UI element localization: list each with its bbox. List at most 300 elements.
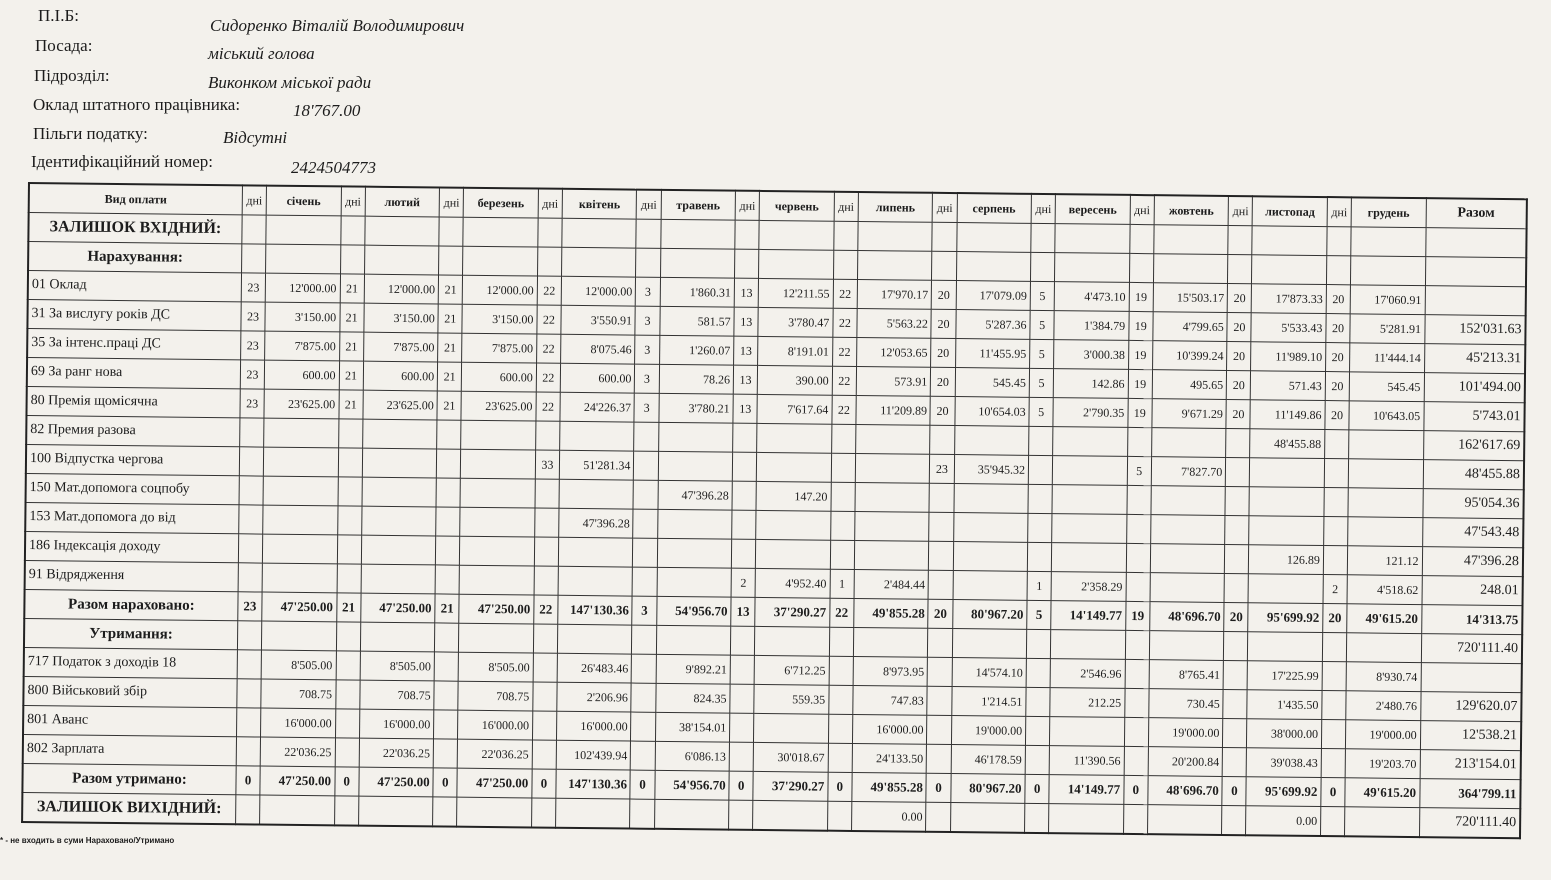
header-cell-month-9: вересень [1055, 194, 1130, 224]
cell-amount [950, 803, 1025, 833]
cell-amount [756, 539, 831, 569]
cell-amount [361, 506, 436, 536]
cell-amount: 11'455.95 [955, 339, 1030, 369]
id-label: Ідентифікаційний номер: [31, 152, 214, 171]
cell-amount [460, 478, 535, 508]
cell-amount: 573.91 [856, 366, 931, 396]
cell-amount [1149, 631, 1224, 661]
cell-days [534, 566, 558, 595]
cell-days [633, 509, 657, 538]
cell-days: 19 [1129, 311, 1153, 340]
cell-amount: 22'036.25 [260, 737, 335, 767]
cell-days [336, 651, 360, 680]
cell-days: 2 [1323, 575, 1347, 604]
cell-amount [858, 221, 933, 251]
cell-amount: 16'000.00 [261, 708, 336, 738]
cell-days [831, 453, 855, 482]
cell-amount [657, 538, 732, 568]
cell-days: 0 [828, 772, 852, 801]
cell-days [929, 541, 953, 570]
cell-amount: 23'625.00 [264, 389, 339, 419]
cell-amount: 47'250.00 [262, 592, 337, 622]
payroll-table [21, 182, 1528, 839]
cell-amount [1348, 488, 1423, 518]
cell-days [1222, 805, 1246, 835]
cell-amount [364, 245, 439, 275]
row-label: 717 Податок з доходів 18 [24, 647, 238, 678]
cell-days [1125, 659, 1149, 688]
cell-days [636, 248, 660, 277]
cell-amount: 39'038.43 [1247, 748, 1322, 778]
cell-amount: 10'399.24 [1152, 341, 1227, 371]
cell-amount: 3'780.21 [659, 393, 734, 423]
cell-amount: 559.35 [754, 684, 829, 714]
cell-amount [560, 421, 635, 451]
cell-total: 48'455.88 [1423, 460, 1524, 490]
cell-amount: 51'281.34 [559, 450, 634, 480]
cell-amount [1252, 255, 1327, 285]
cell-amount: 212.25 [1050, 688, 1125, 718]
cell-days [336, 622, 360, 651]
cell-amount: 14'149.77 [1051, 601, 1126, 631]
cell-amount [358, 796, 433, 826]
cell-days [1228, 254, 1252, 283]
cell-days [928, 628, 952, 657]
header-cell-type: Вид оплати [29, 183, 243, 215]
position-value: міський голова [208, 44, 315, 63]
cell-days: 5 [1030, 281, 1054, 310]
row-label: 800 Військовий збір [23, 676, 237, 707]
cell-amount: 600.00 [462, 362, 537, 392]
cell-days: 21 [340, 274, 364, 303]
header-cell-days: дні [1031, 194, 1055, 224]
cell-days [732, 481, 756, 510]
cell-days [932, 222, 956, 251]
cell-days: 21 [339, 361, 363, 390]
cell-amount [1348, 517, 1423, 547]
cell-amount [463, 217, 538, 247]
cell-days [538, 218, 562, 247]
cell-total: 14'313.75 [1421, 605, 1522, 635]
cell-days [1028, 484, 1052, 513]
cell-amount: 2'546.96 [1050, 659, 1125, 689]
cell-amount [1150, 544, 1225, 574]
cell-days [1026, 716, 1050, 745]
cell-amount [459, 565, 534, 595]
cell-days [1124, 688, 1148, 717]
cell-amount: 47'396.28 [559, 508, 634, 538]
cell-amount [1351, 256, 1426, 286]
name-label: П.І.Б: [38, 6, 79, 25]
cell-days [335, 709, 359, 738]
cell-days [829, 656, 853, 685]
cell-days [531, 798, 555, 828]
cell-days [241, 244, 265, 273]
cell-days: 0 [1025, 774, 1049, 803]
cell-amount [953, 571, 1028, 601]
cell-amount: 12'053.65 [856, 337, 931, 367]
cell-amount: 147.20 [756, 481, 831, 511]
cell-amount: 8'505.00 [261, 650, 336, 680]
cell-amount: 47'250.00 [359, 767, 434, 797]
cell-days: 21 [336, 593, 360, 622]
cell-days [335, 738, 359, 767]
cell-amount [1351, 227, 1426, 257]
cell-days [632, 654, 656, 683]
cell-amount [753, 800, 828, 830]
cell-days: 20 [1227, 370, 1251, 399]
cell-days [929, 512, 953, 541]
cell-days: 21 [438, 275, 462, 304]
cell-days: 20 [928, 599, 952, 628]
cell-amount: 747.83 [853, 685, 928, 715]
cell-amount: 8'191.01 [758, 336, 833, 366]
cell-amount: 3'150.00 [364, 303, 439, 333]
cell-days [634, 451, 658, 480]
cell-days [340, 245, 364, 274]
cell-amount: 26'483.46 [557, 653, 632, 683]
cell-days: 0 [1321, 778, 1345, 807]
cell-amount: 49'855.28 [854, 598, 929, 628]
cell-amount [855, 453, 930, 483]
cell-amount [1049, 804, 1124, 834]
cell-amount: 730.45 [1149, 689, 1224, 719]
cell-days [1129, 253, 1153, 282]
cell-days [827, 801, 851, 831]
cell-amount: 147'130.36 [556, 769, 631, 799]
cell-amount [1249, 574, 1324, 604]
header-cell-month-10: жовтень [1154, 195, 1229, 225]
cell-days: 5 [1030, 339, 1054, 368]
cell-total: 45'213.31 [1424, 344, 1525, 374]
cell-amount: 1'214.51 [951, 687, 1026, 717]
cell-days [735, 249, 759, 278]
cell-amount [362, 419, 437, 449]
header-cell-days: дні [1228, 196, 1252, 226]
cell-days [1321, 720, 1345, 749]
cell-amount [1052, 514, 1127, 544]
cell-days: 20 [1227, 341, 1251, 370]
cell-days: 33 [535, 450, 559, 479]
cell-amount [658, 451, 733, 481]
cell-amount: 35'945.32 [954, 455, 1029, 485]
cell-days: 13 [733, 394, 757, 423]
header-cell-days: дні [735, 191, 759, 221]
cell-days [1226, 428, 1250, 457]
cell-amount: 24'226.37 [560, 392, 635, 422]
cell-days: 0 [926, 773, 950, 802]
cell-days: 22 [534, 595, 558, 624]
cell-days [927, 686, 951, 715]
cell-days [337, 564, 361, 593]
cell-amount: 17'970.17 [857, 279, 932, 309]
cell-days: 23 [240, 389, 264, 418]
cell-amount: 15'503.17 [1153, 283, 1228, 313]
position-label: Посада: [35, 36, 93, 55]
cell-amount [1345, 807, 1420, 837]
cell-days: 0 [1124, 775, 1148, 804]
cell-days [242, 215, 266, 244]
cell-days: 21 [438, 333, 462, 362]
cell-days [237, 650, 261, 679]
cell-days [1224, 573, 1248, 602]
cell-days: 23 [238, 592, 262, 621]
cell-days [235, 795, 259, 825]
cell-amount: 17'060.91 [1350, 285, 1425, 315]
cell-days [732, 452, 756, 481]
employee-header [0, 0, 1551, 185]
cell-amount: 80'967.20 [952, 600, 1027, 630]
row-label: 69 За ранг нова [27, 358, 241, 389]
cell-days: 19 [1128, 398, 1152, 427]
cell-days [632, 625, 656, 654]
cell-amount: 3'550.91 [561, 305, 636, 335]
cell-amount [1055, 224, 1130, 254]
cell-amount: 19'000.00 [1148, 718, 1223, 748]
cell-days [435, 565, 459, 594]
cell-days: 21 [437, 362, 461, 391]
cell-amount: 8'973.95 [853, 656, 928, 686]
cell-days [730, 713, 754, 742]
cell-amount: 6'086.13 [655, 741, 730, 771]
cell-days [240, 418, 264, 447]
cell-days [437, 449, 461, 478]
cell-amount [855, 511, 930, 541]
cell-amount: 495.65 [1152, 370, 1227, 400]
cell-amount: 5'563.22 [857, 308, 932, 338]
cell-days [239, 476, 263, 505]
cell-days [535, 479, 559, 508]
cell-amount [361, 535, 436, 565]
cell-days [335, 680, 359, 709]
cell-days [1228, 225, 1252, 254]
cell-amount: 17'225.99 [1248, 661, 1323, 691]
cell-days [833, 250, 857, 279]
cell-amount [1153, 254, 1228, 284]
cell-days: 22 [536, 392, 560, 421]
cell-amount [755, 626, 830, 656]
cell-days [533, 653, 557, 682]
cell-days [1031, 223, 1055, 252]
row-label: 91 Відрядження [25, 560, 239, 591]
cell-days: 20 [1323, 604, 1347, 633]
cell-days: 20 [931, 367, 955, 396]
cell-days [537, 247, 561, 276]
cell-days [1123, 804, 1147, 834]
cell-days [532, 740, 556, 769]
cell-days [729, 800, 753, 830]
cell-amount: 48'455.88 [1250, 429, 1325, 459]
cell-days [1126, 514, 1150, 543]
header-cell-month-2: лютий [365, 187, 440, 217]
cell-amount [461, 420, 536, 450]
name-value: Сидоренко Віталій Володимирович [210, 16, 465, 35]
cell-amount: 10'643.05 [1349, 401, 1424, 431]
row-label: ЗАЛИШОК ВИХІДНИЙ: [22, 792, 236, 824]
cell-amount: 14'149.77 [1049, 775, 1124, 805]
cell-amount: 147'130.36 [558, 595, 633, 625]
cell-amount: 5'533.43 [1251, 313, 1326, 343]
cell-amount [657, 567, 732, 597]
cell-total: 47'396.28 [1422, 547, 1523, 577]
cell-amount: 0.00 [1246, 806, 1321, 836]
cell-days [334, 796, 358, 826]
cell-days: 21 [435, 594, 459, 623]
cell-amount: 7'617.64 [757, 394, 832, 424]
cell-amount [953, 513, 1028, 543]
cell-total: 101'494.00 [1424, 373, 1525, 403]
cell-days: 20 [930, 396, 954, 425]
cell-days: 19 [1128, 369, 1152, 398]
row-label: 80 Премія щомісячна [26, 386, 240, 417]
cell-days [630, 799, 654, 829]
cell-amount [460, 507, 535, 537]
cell-amount: 600.00 [560, 363, 635, 393]
row-label: Разом нараховано: [24, 589, 238, 620]
cell-amount: 4'473.10 [1054, 282, 1129, 312]
cell-amount: 7'875.00 [265, 331, 340, 361]
cell-days [239, 505, 263, 534]
cell-amount [263, 505, 338, 535]
cell-days [337, 535, 361, 564]
cell-days [439, 217, 463, 246]
header-cell-days: дні [1130, 195, 1154, 225]
cell-amount [853, 627, 928, 657]
cell-amount [562, 218, 637, 248]
cell-days [337, 506, 361, 535]
cell-amount: 12'211.55 [758, 278, 833, 308]
header-cell-month-8: серпень [957, 193, 1032, 223]
cell-amount: 545.45 [1349, 372, 1424, 402]
cell-amount [1151, 428, 1226, 458]
cell-amount: 80'967.20 [950, 774, 1025, 804]
row-label: Нарахування: [28, 242, 242, 273]
cell-days [236, 737, 260, 766]
cell-amount [1348, 459, 1423, 489]
cell-days [434, 710, 458, 739]
cell-amount: 2'206.96 [557, 682, 632, 712]
cell-days [1322, 662, 1346, 691]
cell-days: 5 [1027, 600, 1051, 629]
cell-amount: 9'671.29 [1152, 399, 1227, 429]
cell-days [1326, 256, 1350, 285]
cell-days: 3 [635, 335, 659, 364]
cell-amount [556, 798, 631, 828]
cell-amount: 600.00 [363, 361, 438, 391]
cell-days [634, 422, 658, 451]
cell-days [1322, 691, 1346, 720]
cell-amount [854, 540, 929, 570]
cell-amount: 7'875.00 [462, 333, 537, 363]
cell-amount [954, 484, 1029, 514]
cell-days [439, 246, 463, 275]
cell-amount: 23'625.00 [461, 391, 536, 421]
cell-days: 13 [731, 597, 755, 626]
header-cell-days: дні [242, 185, 266, 215]
cell-days: 3 [636, 277, 660, 306]
cell-amount [266, 244, 341, 274]
cell-days [928, 657, 952, 686]
cell-amount: 19'000.00 [951, 716, 1026, 746]
cell-amount: 20'200.84 [1148, 747, 1223, 777]
cell-days [829, 627, 853, 656]
cell-amount: 48'696.70 [1148, 776, 1223, 806]
cell-amount: 37'290.27 [753, 771, 828, 801]
cell-days: 20 [1325, 343, 1349, 372]
row-label: 35 За інтенс.праці ДС [27, 329, 241, 360]
cell-amount: 8'765.41 [1149, 660, 1224, 690]
cell-amount: 38'154.01 [655, 712, 730, 742]
cell-days: 19 [1129, 282, 1153, 311]
cell-amount [956, 252, 1031, 282]
cell-amount: 49'855.28 [852, 772, 927, 802]
cell-amount: 126.89 [1249, 545, 1324, 575]
benefits-value: Відсутні [223, 128, 288, 147]
cell-amount [757, 452, 832, 482]
cell-amount: 1'435.50 [1247, 690, 1322, 720]
cell-days [932, 251, 956, 280]
header-cell-month-12: грудень [1351, 197, 1426, 227]
cell-days [1026, 629, 1050, 658]
cell-amount [952, 629, 1027, 659]
cell-days [1127, 485, 1151, 514]
cell-amount: 47'250.00 [360, 593, 435, 623]
cell-amount [656, 625, 731, 655]
cell-amount: 22'036.25 [458, 739, 533, 769]
cell-days [535, 421, 559, 450]
cell-amount [262, 621, 337, 651]
cell-amount: 708.75 [261, 679, 336, 709]
cell-days: 5 [1030, 310, 1054, 339]
cell-amount: 12'000.00 [364, 274, 439, 304]
header-cell-days: дні [1327, 197, 1351, 227]
cell-amount [1053, 427, 1128, 457]
cell-amount [1051, 630, 1126, 660]
cell-amount: 9'892.21 [656, 654, 731, 684]
cell-days [1325, 430, 1349, 459]
cell-amount: 37'290.27 [755, 597, 830, 627]
header-cell-month-11: листопад [1253, 196, 1328, 226]
cell-amount: 600.00 [264, 360, 339, 390]
header-cell-month-5: травень [661, 190, 736, 220]
cell-days [338, 477, 362, 506]
cell-days [1222, 747, 1246, 776]
cell-days [926, 802, 950, 832]
cell-amount [660, 248, 735, 278]
cell-days [1025, 803, 1049, 833]
cell-amount: 121.12 [1347, 546, 1422, 576]
cell-days [435, 623, 459, 652]
cell-days: 22 [537, 276, 561, 305]
cell-amount: 5'281.91 [1350, 314, 1425, 344]
cell-days: 20 [1227, 312, 1251, 341]
cell-days: 20 [1226, 399, 1250, 428]
row-label: 186 Індексація доходу [25, 531, 239, 562]
cell-days: 13 [734, 336, 758, 365]
cell-days [436, 507, 460, 536]
cell-days: 21 [437, 391, 461, 420]
cell-days: 20 [931, 338, 955, 367]
cell-days: 21 [339, 303, 363, 332]
cell-amount: 10'654.03 [954, 397, 1029, 427]
cell-amount [1249, 516, 1324, 546]
cell-days: 20 [931, 309, 955, 338]
cell-total: 129'620.07 [1420, 692, 1521, 722]
cell-total: 213'154.01 [1420, 750, 1521, 780]
cell-days: 23 [241, 331, 265, 360]
cell-amount [557, 624, 632, 654]
cell-days [927, 744, 951, 773]
